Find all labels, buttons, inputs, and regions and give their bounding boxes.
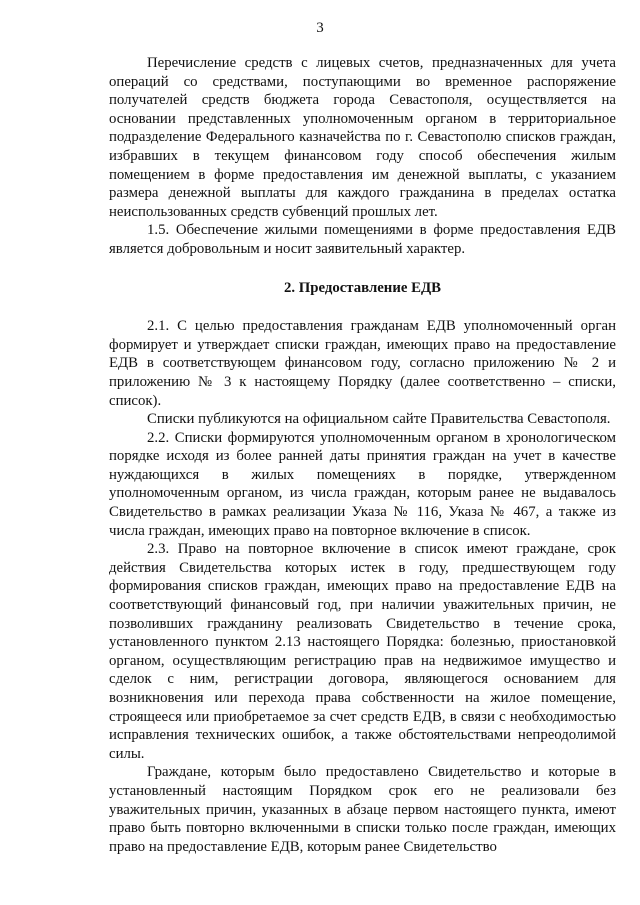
paragraph-fund-transfer: Перечисление средств с лицевых счетов, предназначенных для учета операций со средствами, поступающими во временное распоряжение получателей средств бюджета города Севастополя, осуществляется на основании представленных уполномоченным органом в территориальное подразделение Федерального казначейства по г. Севастополю списков граждан, избравших в текущем финансовом году способ обеспечения жилым помещением в форме предоставления им денежной выплаты, с указанием размера денежной выплаты для каждого гражданина в пределах остатка неиспользованных средств субвенций прошлых лет. <box>109 55 616 220</box>
paragraph-lists-published: Списки публикуются на официальном сайте Правительства Севастополя. <box>147 411 611 428</box>
section-heading: 2. Предоставление ЕДВ <box>283 279 442 296</box>
paragraph-repeat-inclusion: Граждане, которым было предоставлено Свидетельство и которые в установленный настоящим Порядком срок его не реализовали без уважительных причин, указанных в абзаце первом настоящего пункта, имеют право быть повторно включенными в списки только после граждан, имеющих право на предоставление ЕДВ, которым ранее Свидетельство <box>109 764 616 855</box>
paragraph-2-2: 2.2. Списки формируются уполномоченным органом в хронологическом порядке исходя из более ранней даты принятия граждан на учет в качестве нуждающихся в жилых помещениях в порядке, утвержденном уполномоченным органом, из числа граждан, которым ранее не выдавалось Свидетельство в рамках реализации Указа № 116, Указа № 467, а также из числа граждан, имеющих право на повторное включение в список. <box>109 429 616 539</box>
document-body <box>109 54 616 856</box>
paragraph-2-1: 2.1. С целью предоставления гражданам ЕДВ уполномоченный орган формирует и утверждает списки граждан, имеющих право на предоставление ЕДВ в соответствующем финансовом году, согласно приложению № 2 и приложению № 3 к настоящему Порядку (далее соответственно – списки, список). <box>109 318 616 409</box>
paragraph-1-5: 1.5. Обеспечение жилыми помещениями в форме предоставления ЕДВ является добровольным и носит заявительный характер. <box>109 222 616 257</box>
page-number: 3 <box>316 20 324 36</box>
paragraph-2-3: 2.3. Право на повторное включение в список имеют граждане, срок действия Свидетельства которых истек в году, предшествующем году формирования списков граждан, имеющих право на предоставление ЕДВ на соответствующий финансовый год, при наличии уважительных причин, не позволивших гражданину реализовать Свидетельство в течение срока, установленного пунктом 2.13 настоящего Порядка: болезнью, приостановкой органом, осуществляющим регистрацию прав на недвижимое имущество и сделок с ним, регистрации договора, являющегося основанием для возникновения или перехода права собственности на жилое помещение, строящееся или приобретаемое за счет средств ЕДВ, в связи с необходимостью исправления технических ошибок, а также обстоятельствами непреодолимой силы. <box>109 541 616 762</box>
